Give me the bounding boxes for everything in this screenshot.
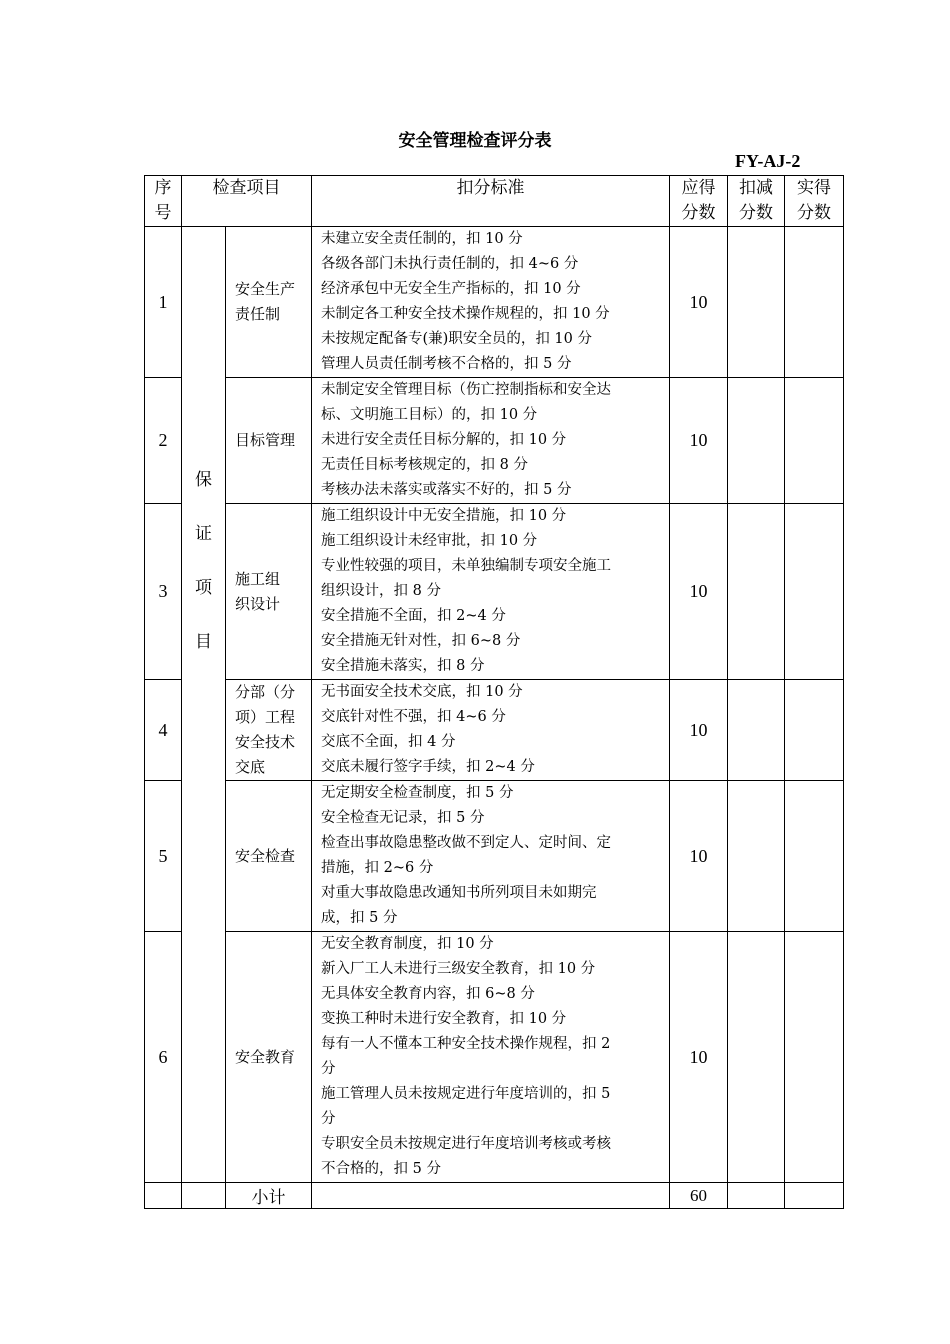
row-deduct-score[interactable] bbox=[728, 227, 785, 378]
criteria-line: 交底不全面，扣 4 分 bbox=[321, 734, 456, 750]
form-code: FY-AJ-2 bbox=[735, 151, 801, 171]
criteria-line: 新入厂工人未进行三级安全教育，扣 10 分 bbox=[321, 961, 596, 977]
table-row bbox=[145, 781, 844, 932]
row-due-score: 10 bbox=[670, 932, 728, 1183]
criteria-line: 无安全教育制度，扣 10 分 bbox=[321, 936, 494, 952]
table-row bbox=[145, 378, 844, 504]
criteria-line: 未进行安全责任目标分解的，扣 10 分 bbox=[321, 432, 567, 448]
row-criteria bbox=[312, 504, 670, 680]
row-criteria bbox=[312, 932, 670, 1183]
header-due: 应得 分数 bbox=[670, 176, 728, 227]
row-item-line: 责任制 bbox=[235, 305, 281, 323]
group-label-char: 证 bbox=[195, 524, 212, 544]
criteria-line: 安全检查无记录，扣 5 分 bbox=[321, 810, 485, 826]
criteria-line: 专业性较强的项目，未单独编制专项安全施工 bbox=[321, 558, 611, 574]
score-table bbox=[144, 175, 844, 1209]
subtotal-deduct-score[interactable] bbox=[728, 1183, 785, 1209]
criteria-line: 变换工种时未进行安全教育，扣 10 分 bbox=[321, 1011, 567, 1027]
row-deduct-score[interactable] bbox=[728, 504, 785, 680]
group-label-char: 项 bbox=[195, 578, 212, 598]
criteria-line: 考核办法未落实或落实不好的，扣 5 分 bbox=[321, 482, 572, 498]
criteria-line: 交底针对性不强，扣 4~6 分 bbox=[321, 709, 506, 725]
row-item bbox=[226, 680, 312, 781]
criteria-line: 组织设计，扣 8 分 bbox=[321, 583, 441, 599]
row-actual-score[interactable] bbox=[785, 781, 844, 932]
header-criteria: 扣分标准 bbox=[312, 176, 670, 227]
header-item: 检查项目 bbox=[182, 176, 312, 227]
criteria-line: 成，扣 5 分 bbox=[321, 910, 398, 926]
criteria-line: 未制定各工种安全技术操作规程的，扣 10 分 bbox=[321, 306, 610, 322]
criteria-line: 措施，扣 2~6 分 bbox=[321, 860, 434, 876]
subtotal-due-score: 60 bbox=[670, 1183, 728, 1209]
criteria-line: 施工组织设计中无安全措施，扣 10 分 bbox=[321, 508, 567, 524]
table-row bbox=[145, 680, 844, 781]
row-seq: 5 bbox=[145, 781, 182, 932]
row-actual-score[interactable] bbox=[785, 504, 844, 680]
row-item bbox=[226, 378, 312, 504]
row-actual-score[interactable] bbox=[785, 227, 844, 378]
row-criteria bbox=[312, 378, 670, 504]
row-due-score: 10 bbox=[670, 227, 728, 378]
row-item bbox=[226, 781, 312, 932]
criteria-line: 不合格的，扣 5 分 bbox=[321, 1161, 441, 1177]
criteria-line: 专职安全员未按规定进行年度培训考核或考核 bbox=[321, 1136, 611, 1152]
row-criteria bbox=[312, 227, 670, 378]
subtotal-label: 小计 bbox=[226, 1183, 312, 1209]
row-item-line: 织设计 bbox=[235, 594, 281, 613]
row-item-line: 目标管理 bbox=[235, 431, 296, 449]
row-due-score: 10 bbox=[670, 504, 728, 680]
criteria-line: 检查出事故隐患整改做不到定人、定时间、定 bbox=[321, 835, 611, 851]
row-item bbox=[226, 932, 312, 1183]
row-seq: 3 bbox=[145, 504, 182, 680]
criteria-line: 管理人员责任制考核不合格的，扣 5 分 bbox=[321, 356, 572, 372]
criteria-line: 安全措施无针对性，扣 6~8 分 bbox=[321, 633, 521, 649]
row-deduct-score[interactable] bbox=[728, 781, 785, 932]
table-row bbox=[145, 504, 844, 680]
criteria-line: 分 bbox=[321, 1111, 336, 1127]
subtotal-seq bbox=[145, 1183, 182, 1209]
row-criteria bbox=[312, 680, 670, 781]
row-deduct-score[interactable] bbox=[728, 680, 785, 781]
row-due-score: 10 bbox=[670, 781, 728, 932]
row-item-line: 分部（分 bbox=[235, 683, 296, 701]
criteria-line: 无责任目标考核规定的，扣 8 分 bbox=[321, 457, 528, 473]
criteria-line: 未按规定配备专(兼)职安全员的，扣 10 分 bbox=[321, 331, 592, 347]
row-deduct-score[interactable] bbox=[728, 932, 785, 1183]
criteria-line: 经济承包中无安全生产指标的，扣 10 分 bbox=[321, 281, 581, 297]
header-seq: 序 号 bbox=[145, 176, 182, 227]
row-item-line: 施工组 bbox=[235, 569, 281, 588]
row-criteria bbox=[312, 781, 670, 932]
header-actual: 实得 分数 bbox=[785, 176, 844, 227]
subtotal-row bbox=[145, 1183, 844, 1209]
row-item bbox=[226, 227, 312, 378]
page-title: 安全管理检查评分表 bbox=[398, 131, 552, 151]
header-row bbox=[145, 176, 844, 227]
group-label bbox=[182, 227, 226, 1183]
criteria-line: 对重大事故隐患改通知书所列项目未如期完 bbox=[321, 885, 597, 901]
row-actual-score[interactable] bbox=[785, 680, 844, 781]
criteria-line: 未制定安全管理目标（伤亡控制指标和安全达 bbox=[321, 382, 611, 398]
row-item-line: 安全教育 bbox=[235, 1047, 296, 1066]
row-seq: 6 bbox=[145, 932, 182, 1183]
row-item-line: 安全技术 bbox=[235, 733, 296, 751]
criteria-line: 安全措施未落实，扣 8 分 bbox=[321, 658, 485, 674]
row-item-line: 交底 bbox=[235, 758, 266, 776]
criteria-line: 无具体安全教育内容，扣 6~8 分 bbox=[321, 986, 535, 1002]
table-row bbox=[145, 932, 844, 1183]
row-actual-score[interactable] bbox=[785, 932, 844, 1183]
criteria-line: 分 bbox=[321, 1061, 336, 1077]
subtotal-criteria bbox=[312, 1183, 670, 1209]
criteria-line: 未建立安全责任制的，扣 10 分 bbox=[321, 231, 523, 247]
criteria-line: 施工管理人员未按规定进行年度培训的，扣 5 bbox=[321, 1086, 611, 1102]
criteria-line: 无定期安全检查制度，扣 5 分 bbox=[321, 785, 514, 801]
criteria-line: 施工组织设计未经审批，扣 10 分 bbox=[321, 533, 538, 549]
row-item bbox=[226, 504, 312, 680]
criteria-line: 各级各部门未执行责任制的，扣 4~6 分 bbox=[321, 256, 579, 272]
criteria-line: 每有一人不懂本工种安全技术操作规程，扣 2 bbox=[321, 1036, 611, 1052]
criteria-line: 无书面安全技术交底，扣 10 分 bbox=[321, 684, 523, 700]
criteria-line: 标、文明施工目标）的，扣 10 分 bbox=[321, 407, 538, 423]
row-item-line: 安全生产 bbox=[235, 280, 296, 298]
row-seq: 4 bbox=[145, 680, 182, 781]
header-deduct: 扣减 分数 bbox=[728, 176, 785, 227]
row-item-line: 项）工程 bbox=[235, 708, 296, 726]
row-item-line: 安全检查 bbox=[235, 846, 296, 865]
subtotal-group bbox=[182, 1183, 226, 1209]
group-label-char: 保 bbox=[195, 470, 212, 490]
criteria-line: 交底未履行签字手续，扣 2~4 分 bbox=[321, 759, 535, 775]
group-label-char: 目 bbox=[195, 632, 212, 652]
row-actual-score[interactable] bbox=[785, 378, 844, 504]
criteria-line: 安全措施不全面，扣 2~4 分 bbox=[321, 608, 506, 624]
row-due-score: 10 bbox=[670, 378, 728, 504]
row-seq: 1 bbox=[145, 227, 182, 378]
subtotal-actual-score[interactable] bbox=[785, 1183, 844, 1209]
row-due-score: 10 bbox=[670, 680, 728, 781]
table-row bbox=[145, 227, 844, 378]
row-seq: 2 bbox=[145, 378, 182, 504]
row-deduct-score[interactable] bbox=[728, 378, 785, 504]
